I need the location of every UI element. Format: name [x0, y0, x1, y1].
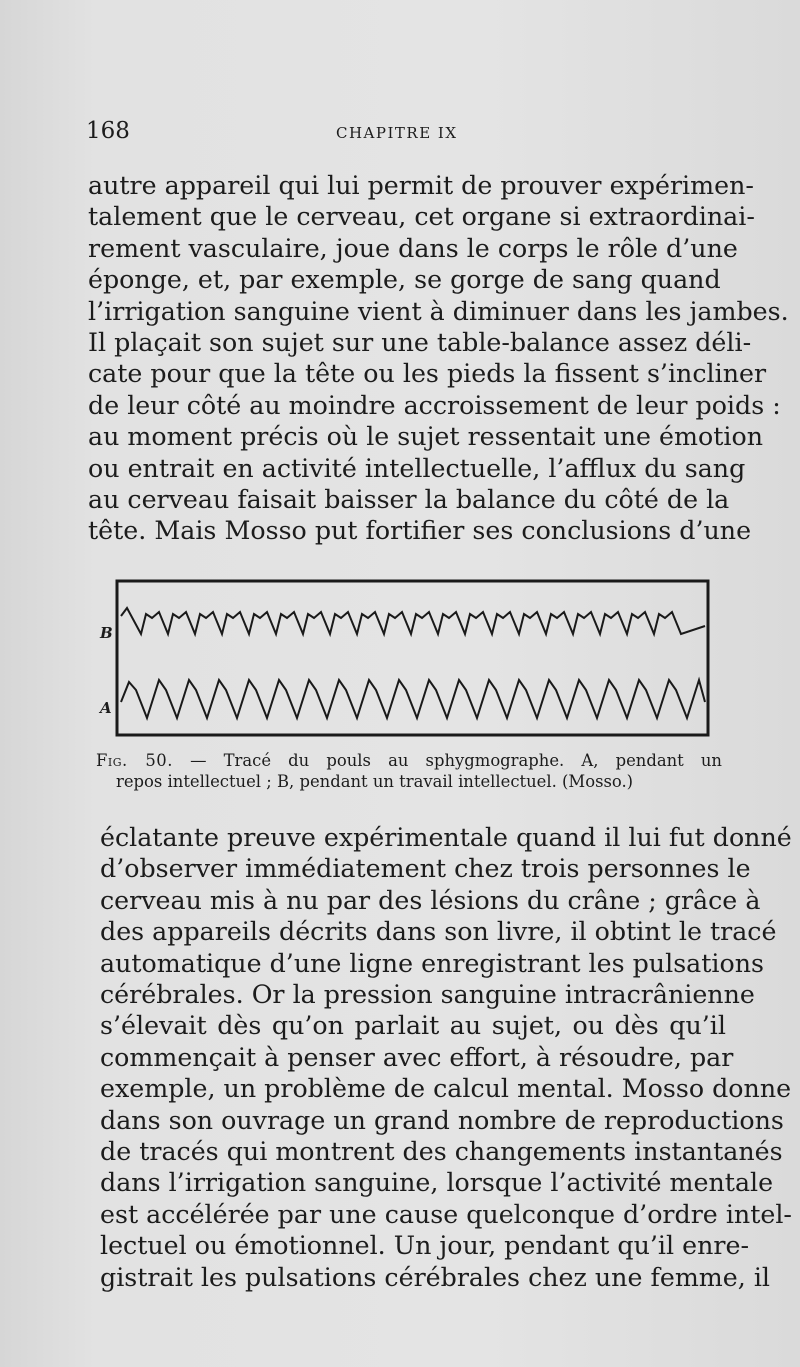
text-line: au moment précis où le sujet ressentait une émotion — [88, 422, 763, 452]
text-line: cérébrales. Or la pression sanguine intracrânienne — [100, 980, 755, 1010]
text-line: tête. Mais Mosso put fortifier ses conclusions d’une — [88, 516, 752, 546]
text-line: lectuel ou émotionnel. Un jour, pendant qu’il enre- — [100, 1231, 750, 1261]
trace-a-line — [121, 680, 705, 718]
page-header — [86, 118, 720, 148]
trace-plate — [95, 578, 720, 748]
text-line: dans l’irrigation sanguine, lorsque l’activité mentale — [100, 1168, 774, 1198]
figure-pulse-trace — [95, 578, 720, 748]
trace-a-label: A — [100, 699, 112, 717]
text-line: rement vasculaire, joue dans le corps le rôle d’une — [88, 233, 738, 263]
text-line: des appareils décrits dans son livre, il obtint le tracé — [100, 917, 777, 947]
text-line: ou entrait en activité intellectuelle, l’afflux du sang — [88, 453, 746, 483]
text-line: éponge, et, par exemple, se gorge de sang quand — [88, 265, 721, 295]
text-line: talement que le cerveau, cet organe si extraordinai- — [88, 202, 755, 232]
text-line: Il plaçait son sujet sur une table-balance assez déli- — [88, 328, 752, 358]
text-line: de tracés qui montrent des changements instantanés — [100, 1137, 783, 1167]
figure-number: Fig. 50. — [96, 751, 173, 770]
text-line: automatique d’une ligne enregistrant les pulsations — [100, 948, 765, 978]
text-line: de leur côté au moindre accroissement de leur poids : — [88, 390, 781, 420]
text-line: cerveau mis à nu par des lésions du crâne ; grâce à — [100, 885, 761, 915]
text-line: d’observer immédiatement chez trois personnes le — [100, 854, 751, 884]
figure-caption — [96, 750, 722, 792]
text-line: cate pour que la tête ou les pieds la fissent s’incliner — [88, 359, 767, 389]
page-number: 168 — [86, 118, 130, 144]
paragraph-bottom — [100, 822, 792, 1293]
caption-line — [96, 750, 722, 771]
text-line: est accélérée par une cause quelconque d’ordre intel- — [100, 1199, 792, 1229]
text-line: l’irrigation sanguine vient à diminuer dans les jambes. — [88, 296, 789, 326]
text-line: gistrait les pulsations cérébrales chez une femme, il — [100, 1262, 771, 1292]
caption-line: repos intellectuel ; B, pendant un travail intellectuel. (Mosso.) — [116, 772, 634, 791]
trace-b-label: B — [100, 624, 113, 642]
trace-b-line — [121, 608, 705, 634]
text-line: au cerveau faisait baisser la balance du côté de la — [88, 485, 730, 515]
text-line: commençait à penser avec effort, à résoudre, par — [100, 1042, 734, 1072]
text-line: exemple, un problème de calcul mental. Mosso donne — [100, 1074, 792, 1104]
paragraph-top — [88, 170, 789, 547]
text-line: s’élevait dès qu’on parlait au sujet, ou dès qu’il — [100, 1011, 726, 1041]
caption-text: — Tracé du pouls au sphygmographe. A, pendant un — [172, 751, 722, 770]
text-line: dans son ouvrage un grand nombre de reproductions — [100, 1105, 784, 1135]
text-line: autre appareil qui lui permit de prouver expérimen- — [88, 171, 754, 200]
running-head: CHAPITRE IX — [336, 124, 458, 142]
text-line: éclatante preuve expérimentale quand il lui fut donné — [100, 823, 792, 852]
